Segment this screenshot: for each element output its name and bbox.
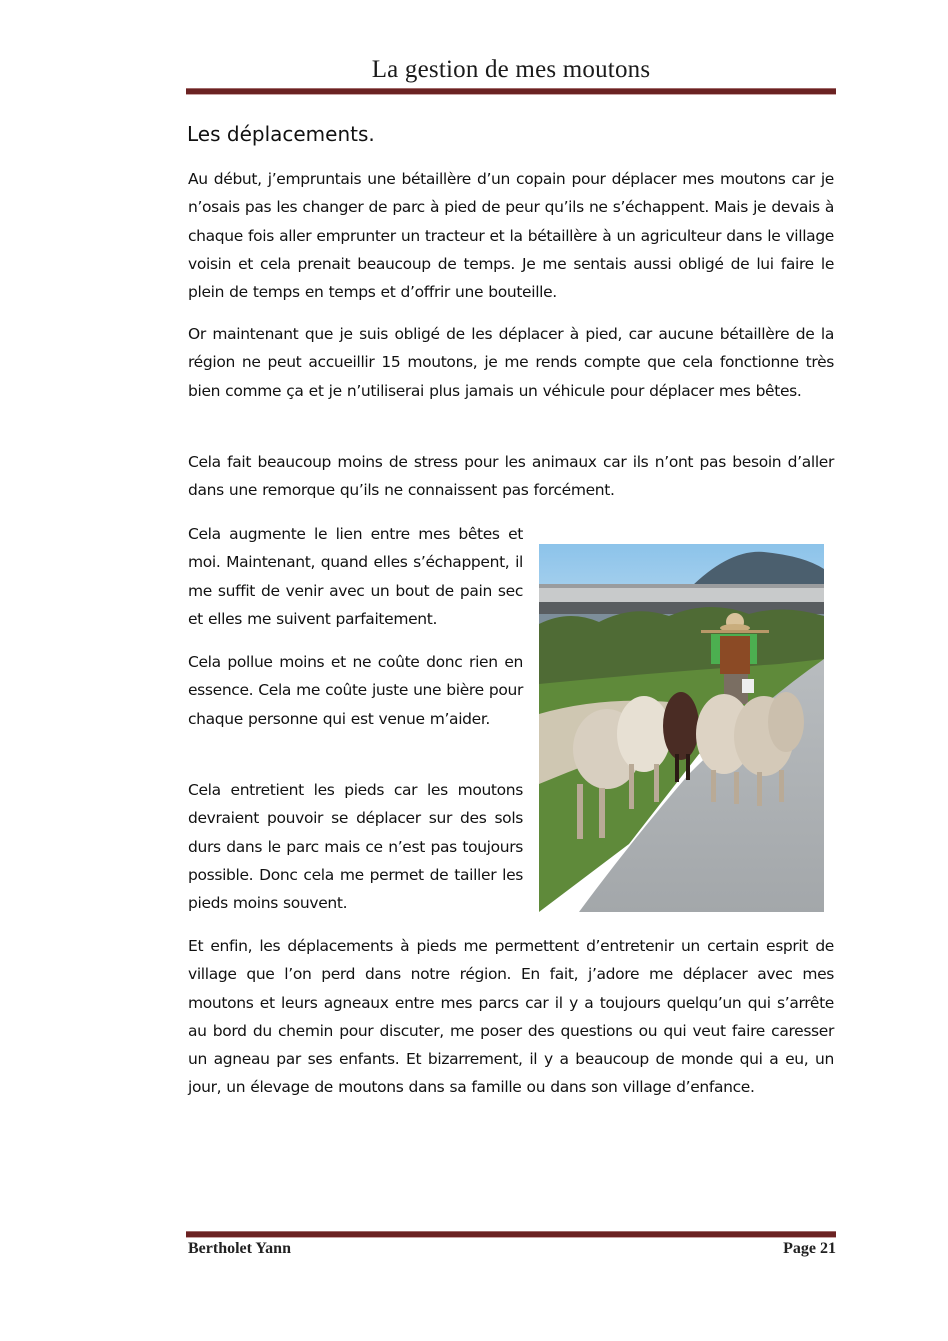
footer-author: Bertholet Yann: [188, 1240, 291, 1257]
paragraph: Cela fait beaucoup moins de stress pour les animaux car ils n’ont pas besoin d’aller dans une remorque qu’ils ne connaissent pas forcément.: [188, 453, 834, 500]
section-title: Les déplacements.: [187, 122, 375, 146]
page-number: Page 21: [783, 1240, 836, 1257]
paragraph: Cela augmente le lien entre mes bêtes et moi. Maintenant, quand elles s’échappent, il me suffit de venir avec un bout de pain sec et elles me suivent parfaitement.: [188, 525, 523, 628]
sheep-photo: [539, 544, 824, 912]
paragraph: Or maintenant que je suis obligé de les déplacer à pied, car aucune bétaillère de la région ne peut accueillir 15 moutons, je me rends compte que cela fonctionne très bien comme ça et je n’utiliserai plus jamais un véhicule pour déplacer mes bêtes.: [188, 325, 834, 400]
bridge-deck: [539, 588, 824, 602]
bridge-rail: [539, 584, 824, 588]
page-header-title: La gestion de mes moutons: [371, 56, 651, 83]
footer-rule: [186, 1231, 836, 1238]
paragraph: Cela pollue moins et ne coûte donc rien en essence. Cela me coûte juste une bière pour chaque personne qui est venue m’aider.: [188, 653, 523, 728]
header-rule: [186, 88, 836, 95]
paragraph: Et enfin, les déplacements à pieds me permettent d’entretenir un certain esprit de village que l’on perd dans notre région. En fait, j’adore me déplacer avec mes moutons et leurs agneaux entre mes parcs car il y a toujours quelqu’un qui s’arrête au bord du chemin pour discuter, me poser des questions ou qui veut faire caresser un agneau par ses enfants. Et bizarrement, il y a beaucoup de monde qui a eu, un jour, un élevage de moutons dans sa famille ou dans son village d’enfance.: [188, 937, 834, 1097]
paragraph: Au début, j’empruntais une bétaillère d’un copain pour déplacer mes moutons car je n’osais pas les changer de parc à pied de peur qu’ils ne s’échappent. Mais je devais à chaque fois aller emprunter un tracteur et la bétaillère à un agriculteur dans le village voisin et cela prenait beaucoup de temps. Je me sentais aussi obligé de lui faire le plein de temps en temps et d’offrir une bouteille.: [188, 170, 834, 302]
paragraph: Cela entretient les pieds car les moutons devraient pouvoir se déplacer sur des sols durs dans le parc mais ce n’est pas toujours possible. Donc cela me permet de tailler les pieds moins souvent.: [188, 781, 523, 913]
